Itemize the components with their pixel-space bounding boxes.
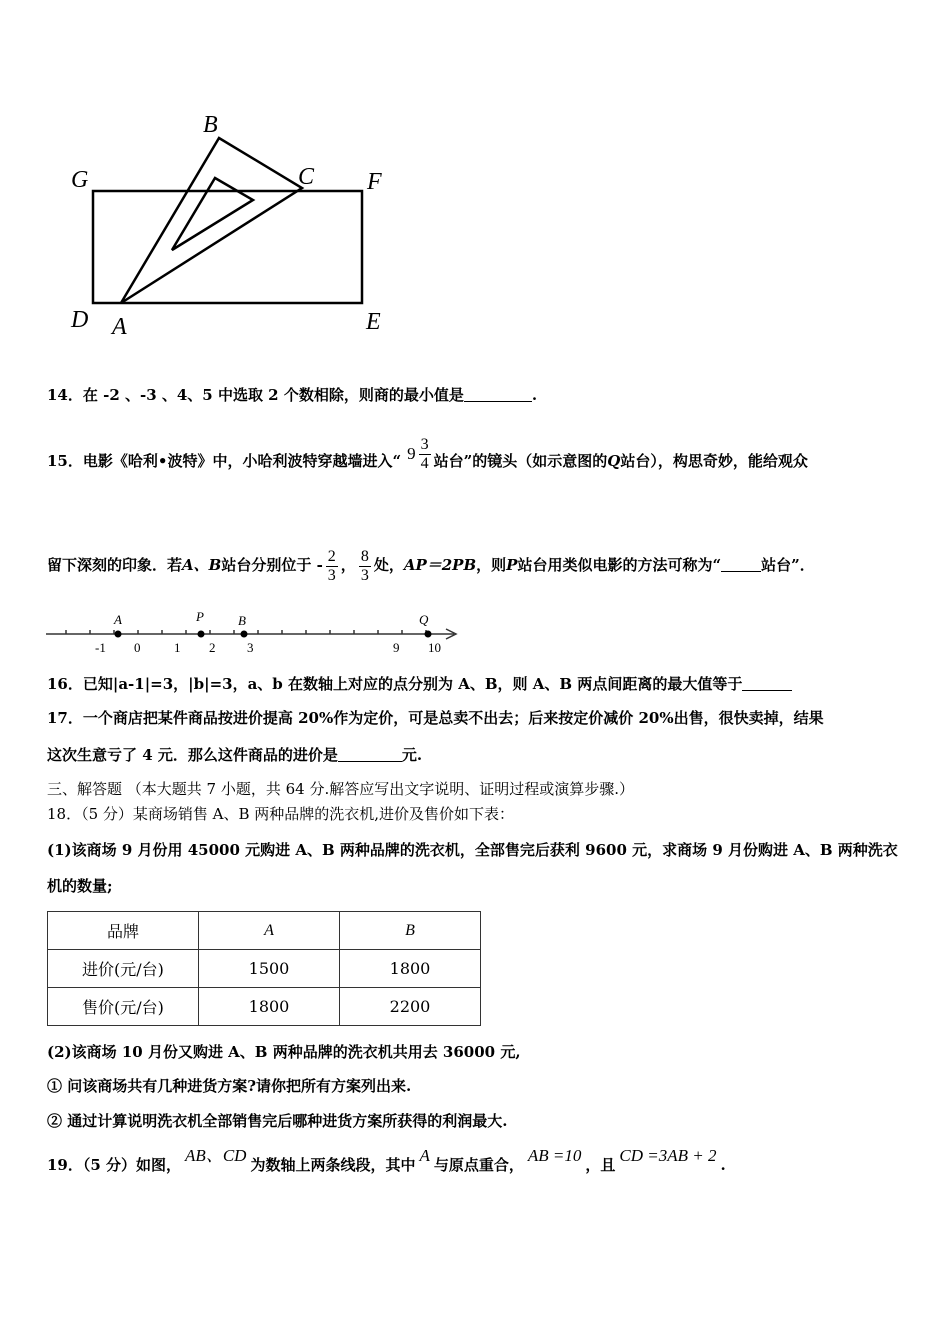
q18-p1-line1: (1)该商场 9 月份用 45000 元购进 A、B 两种品牌的洗衣机，全部售完后获利 9600 元，求商场 9 月份购进 A、B 两种洗衣: [47, 841, 898, 859]
q17-answer-blank: [338, 747, 402, 762]
q15-comma: ，: [340, 556, 356, 574]
label-b: B: [203, 112, 218, 138]
tick-label-1: 1: [174, 640, 181, 655]
label-a: A: [112, 314, 127, 340]
question-17-line2: [47, 745, 422, 765]
section-3-text: 三、解答题 （本大题共 7 小题，共 64 分.解答应写出文字说明、证明过程或演算步骤.）: [47, 780, 635, 798]
question-17-line1: [47, 708, 824, 728]
table-header-cell: A: [199, 912, 340, 950]
question-18-part2-1: [47, 1076, 411, 1096]
mixed-whole: 9: [407, 444, 416, 463]
tick-label-9: 9: [393, 640, 400, 655]
q15-line2-c: 处，: [373, 556, 404, 574]
q19-c: 与原点重合，: [433, 1156, 524, 1174]
q15-line1-a: 15．电影《哈利•波特》中，小哈利波特穿越墙进入“: [47, 452, 402, 470]
q19-math-cd-eq: CD =3AB + 2: [619, 1146, 717, 1165]
table-cell: 售价(元/台): [48, 988, 199, 1026]
q14-answer-blank: [464, 387, 532, 402]
question-14: [47, 385, 537, 405]
label-c: C: [298, 164, 315, 190]
tick-label-0: 0: [134, 640, 141, 655]
question-18-part2: [47, 1042, 521, 1062]
price-table: [47, 911, 481, 1026]
q18-p2: (2)该商场 10 月份又购进 A、B 两种品牌的洗衣机共用去 36000 元,: [47, 1043, 521, 1061]
point-p: [198, 631, 205, 638]
geometry-figure: [60, 105, 480, 355]
rectangle-gfed: [93, 191, 362, 303]
q19-e: .: [720, 1156, 726, 1174]
q18-p1-line2: 机的数量;: [47, 877, 113, 895]
point-b: [241, 631, 248, 638]
table-header-row: [48, 912, 481, 950]
frac2-denominator: 3: [360, 566, 369, 584]
label-g: G: [71, 167, 89, 193]
outer-triangle: [121, 138, 302, 303]
frac1-numerator: 2: [327, 547, 336, 565]
inner-triangle: [172, 178, 253, 250]
table-header-cell: B: [340, 912, 481, 950]
table-cell: 2200: [340, 988, 481, 1026]
q15-line2-f: 站台”．: [761, 556, 815, 574]
point-q: [425, 631, 432, 638]
q15-answer-blank: [721, 557, 761, 572]
q15-p-var: P: [506, 556, 518, 574]
q18-p2-1: ① 问该商场共有几种进货方案?请你把所有方案列出来.: [47, 1077, 412, 1095]
number-line-figure: [44, 610, 474, 660]
question-18-part2-2: [47, 1111, 507, 1131]
q19-math-a: A: [419, 1146, 430, 1165]
q14-end: .: [531, 386, 538, 404]
q15-line1-c: 站台），构思奇妙，能给观众: [620, 452, 808, 470]
q17-line2: 这次生意亏了 4 元．那么这件商品的进价是: [47, 746, 338, 764]
point-a: [115, 631, 122, 638]
tick-label-10: 10: [428, 640, 441, 655]
q17-end: 元.: [401, 746, 423, 764]
label-f: F: [367, 169, 382, 195]
q15-ab: A、B: [182, 556, 222, 574]
q15-ap-eq: AP＝2PB: [403, 556, 477, 574]
question-19: [47, 1146, 726, 1175]
q15-line2-e: 站台用类似电影的方法可称为“: [517, 556, 722, 574]
frac2-numerator: 8: [360, 547, 369, 565]
mixed-denominator: 4: [420, 455, 429, 472]
q15-line2-b: 站台分别位于 -: [221, 556, 323, 574]
q15-line2-a: 留下深刻的印象．若: [47, 556, 183, 574]
mixed-number: [407, 436, 434, 472]
question-18-part1-line1: [47, 840, 898, 860]
q19-math-ab-eq: AB =10: [527, 1146, 582, 1165]
table-row: [48, 950, 481, 988]
table-cell: 1800: [199, 988, 340, 1026]
table-cell: 1800: [340, 950, 481, 988]
label-point-b: B: [238, 613, 246, 628]
q16-text: 16．已知|a-1|=3，|b|=3，a、b 在数轴上对应的点分别为 A、B，则 A、B 两点间距离的最大值等于: [47, 675, 743, 693]
q14-text: 14．在 -2 、-3 、4、5 中选取 2 个数相除，则商的最小值是: [47, 386, 464, 404]
mixed-numerator: 3: [420, 436, 429, 453]
label-e: E: [366, 309, 381, 335]
frac1-denominator: 3: [327, 566, 336, 584]
q15-line1-b: 站台”的镜头（如示意图的: [433, 452, 608, 470]
question-16: [47, 674, 792, 694]
q17-line1: 17．一个商店把某件商品按进价提高 20%作为定价，可是总卖不出去；后来按定价减价 20%出售，很快卖掉，结果: [47, 709, 824, 727]
q15-q-var: Q: [607, 452, 621, 470]
tick-label-3: 3: [247, 640, 254, 655]
question-15-line1: [47, 424, 808, 491]
q19-d: ，且: [585, 1156, 616, 1174]
table-cell: 进价(元/台): [48, 950, 199, 988]
question-15-line2: [47, 535, 815, 595]
table-row: [48, 988, 481, 1026]
question-18-intro: [47, 804, 514, 824]
table-cell: 1500: [199, 950, 340, 988]
q19-b: 为数轴上两条线段，其中: [250, 1156, 416, 1174]
q18-intro: 18．（5 分）某商场销售 A、B 两种品牌的洗衣机,进价及售价如下表：: [47, 805, 515, 823]
q18-p2-2: ② 通过计算说明洗衣机全部销售完后哪种进货方案所获得的利润最大.: [47, 1112, 508, 1130]
table-header-cell: 品牌: [48, 912, 199, 950]
label-point-a: A: [114, 612, 122, 627]
tick-label-2: 2: [209, 640, 216, 655]
label-point-q: Q: [419, 612, 429, 627]
tick-label-m1: -1: [95, 640, 106, 655]
q16-answer-blank: [742, 676, 792, 691]
label-point-p: P: [196, 610, 204, 624]
q19-a: 19．（5 分）如图，: [47, 1156, 182, 1174]
q15-line2-d: ，则: [476, 556, 507, 574]
question-18-part1-line2: [47, 876, 113, 896]
q19-math-ab-cd: AB、CD: [185, 1146, 247, 1165]
section-3-header: [47, 779, 634, 799]
label-d: D: [71, 307, 89, 333]
